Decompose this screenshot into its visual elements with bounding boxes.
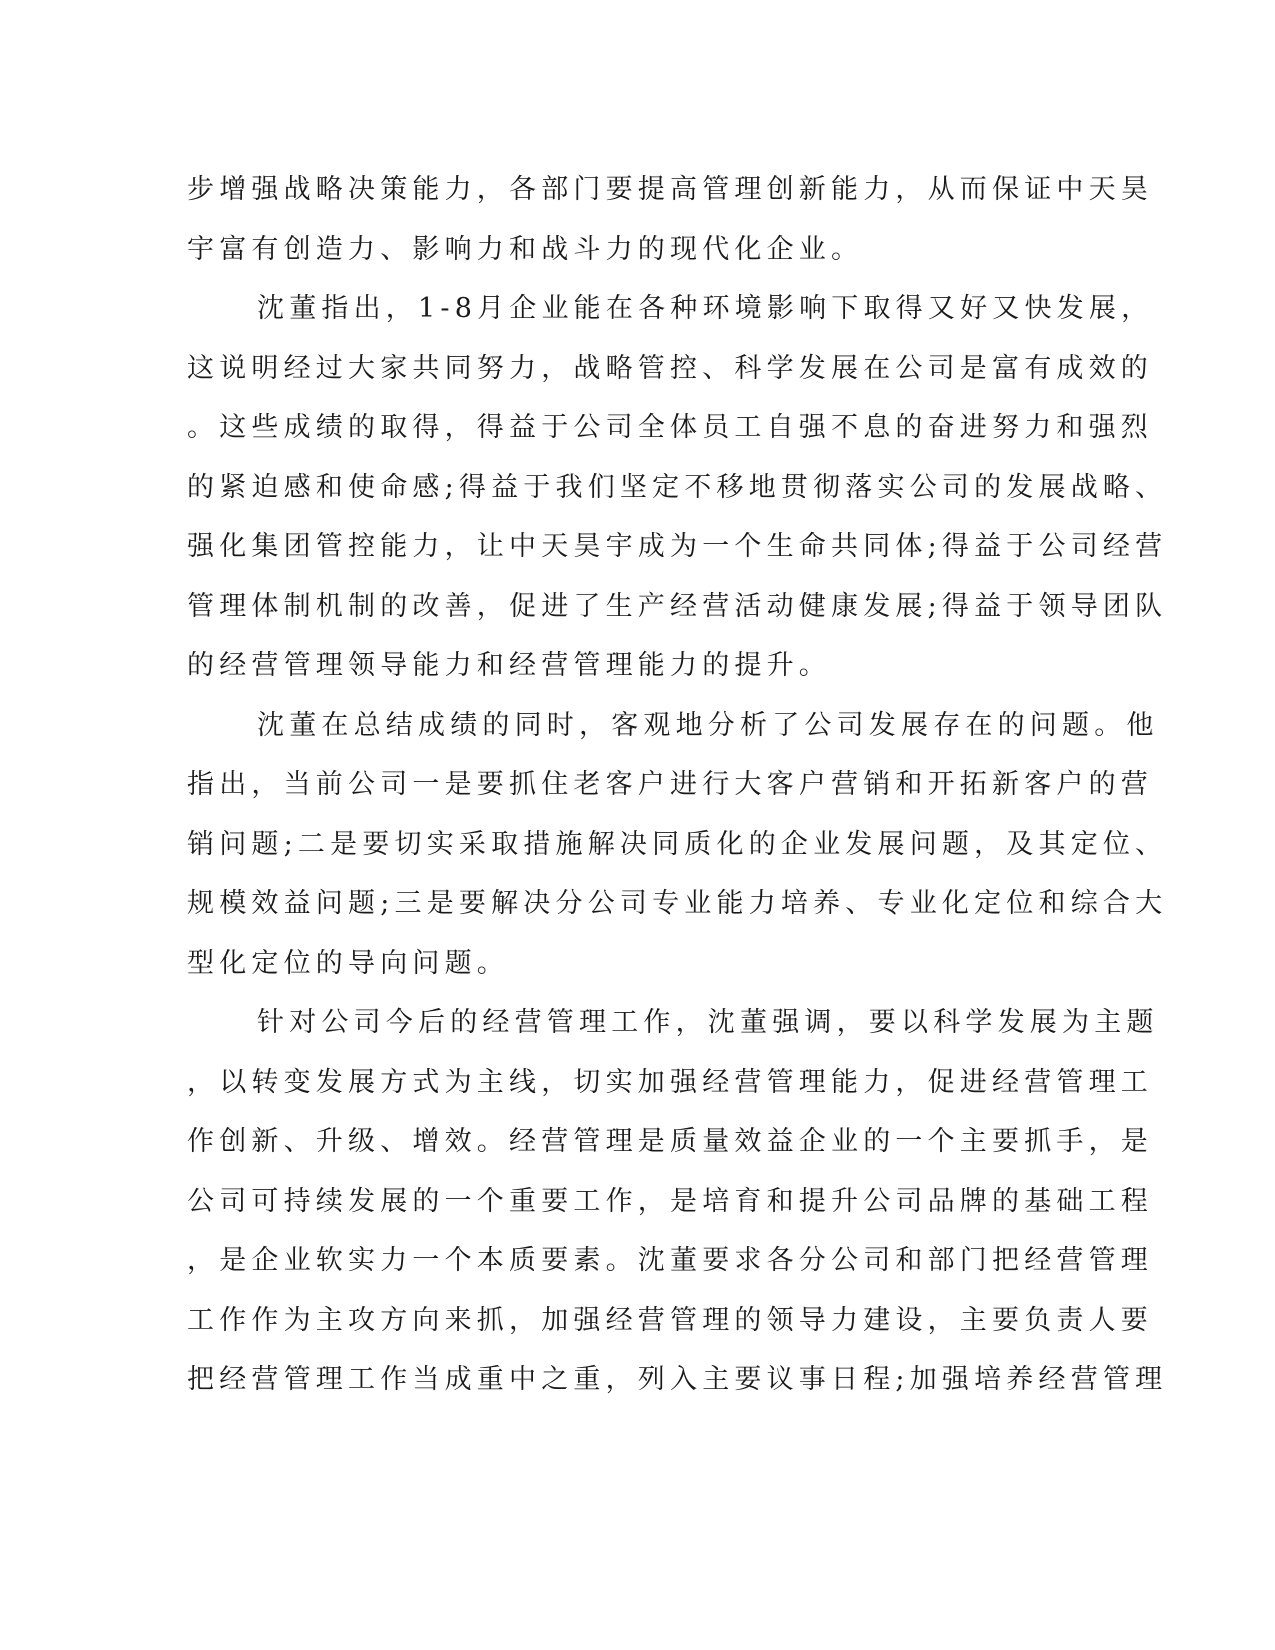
text-line: 的经营管理领导能力和经营管理能力的提升。 <box>187 650 831 681</box>
text-line: 宇富有创造力、影响力和战斗力的现代化企业。 <box>187 233 864 265</box>
text-line: 步增强战略决策能力，各部门要提高管理创新能力，从而保证中天昊 <box>187 174 1153 205</box>
text-line: 公司可持续发展的一个重要工作，是培育和提升公司品牌的基础工程 <box>187 1185 1153 1217</box>
text-line: 的紧迫感和使命感;得益于我们坚定不移地贯彻落实公司的发展战略、 <box>187 471 1168 503</box>
text-line: 管理体制机制的改善，促进了生产经营活动健康发展;得益于领导团队 <box>187 590 1168 622</box>
text-line: ，以转变发展方式为主线，切实加强经营管理能力，促进经营管理工 <box>187 1066 1153 1098</box>
paragraph-start-line: 沈董指出，1-8月企业能在各种环境影响下取得又好又快发展， <box>257 293 1154 324</box>
text-line: 工作作为主攻方向来抓，加强经营管理的领导力建设，主要负责人要 <box>187 1304 1153 1336</box>
text-line: 这说明经过大家共同努力，战略管控、科学发展在公司是富有成效的 <box>187 352 1153 384</box>
text-line: ，是企业软实力一个本质要素。沈董要求各分公司和部门把经营管理 <box>187 1245 1153 1276</box>
text-line: 指出，当前公司一是要抓住老客户进行大客户营销和开拓新客户的营 <box>187 769 1153 800</box>
paragraph-start-line: 针对公司今后的经营管理工作，沈董强调，要以科学发展为主题 <box>257 1007 1159 1038</box>
text-line: 强化集团管控能力，让中天昊宇成为一个生命共同体;得益于公司经营 <box>187 531 1168 562</box>
text-line: 把经营管理工作当成重中之重，列入主要议事日程;加强培养经营管理 <box>187 1364 1168 1395</box>
text-line: 规模效益问题;三是要解决分公司专业能力培养、专业化定位和综合大 <box>187 888 1168 919</box>
text-line: 作创新、升级、增效。经营管理是质量效益企业的一个主要抓手，是 <box>187 1126 1153 1157</box>
text-line: 型化定位的导向问题。 <box>187 947 509 979</box>
text-line: 。这些成绩的取得，得益于公司全体员工自强不息的奋进努力和强烈 <box>187 412 1153 443</box>
text-line: 销问题;二是要切实采取措施解决同质化的企业发展问题，及其定位、 <box>187 828 1168 860</box>
paragraph-start-line: 沈董在总结成绩的同时，客观地分析了公司发展存在的问题。他 <box>257 709 1159 741</box>
body-text <box>187 160 1168 1410</box>
